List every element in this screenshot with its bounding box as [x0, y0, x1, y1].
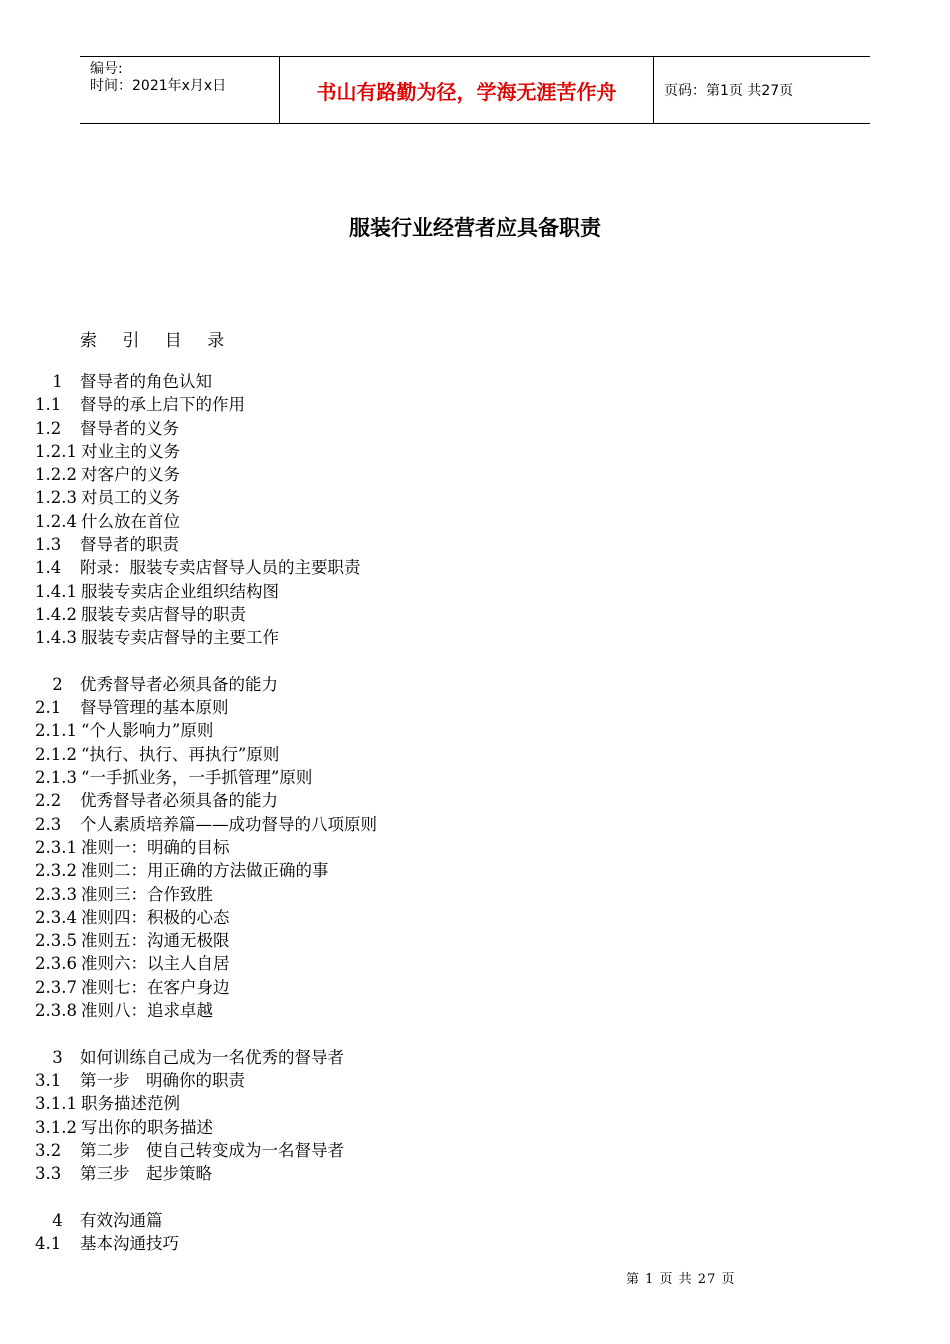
toc-entry[interactable]	[35, 883, 835, 906]
toc-entry-title: 对员工的义务	[80, 488, 180, 508]
toc-entry-number: 2.1.2	[35, 744, 77, 764]
toc-entry[interactable]	[35, 1046, 835, 1069]
toc-entry[interactable]	[35, 393, 835, 416]
toc-entry[interactable]	[35, 556, 835, 579]
toc-entry-title: 对业主的义务	[80, 441, 180, 461]
toc-entry-number: 4.1	[35, 1233, 62, 1253]
toc-entry-number: 1.4	[35, 558, 62, 578]
toc-entry[interactable]	[35, 906, 835, 929]
toc-entry-number: 4	[52, 1210, 63, 1230]
toc-entry-number: 1	[52, 372, 63, 391]
toc-entry-number: 3.1	[35, 1070, 62, 1090]
document-date: 时间：2021年x月x日	[90, 78, 227, 94]
toc-entry-title: 优秀督导者必须具备的能力	[80, 674, 278, 694]
toc-entry-number: 2.3.3	[35, 884, 77, 904]
toc-entry-title: 什么放在首位	[80, 511, 180, 531]
toc-entry-number: 1.1	[35, 395, 62, 415]
toc-entry-title: 准则五：沟通无极限	[80, 931, 230, 951]
toc-entry-title: “执行、执行、再执行”原则	[80, 744, 280, 764]
toc-entry-title: 督导者的角色认知	[80, 372, 212, 391]
toc-spacer	[35, 1022, 835, 1045]
toc-entry-number: 1.4.2	[35, 604, 77, 624]
toc-entry[interactable]	[35, 999, 835, 1022]
toc-entry-title: 准则二：用正确的方法做正确的事	[80, 861, 329, 881]
toc-entry-number: 2.3.7	[35, 977, 77, 997]
toc-entry[interactable]	[35, 719, 835, 742]
header-meta	[80, 57, 280, 123]
toc-entry[interactable]	[35, 417, 835, 440]
toc-entry-title: 准则三：合作致胜	[80, 884, 213, 904]
toc-entry-number: 3.3	[35, 1164, 62, 1184]
toc-entry-title: “一手抓业务，一手抓管理”原则	[80, 768, 313, 788]
toc-entry-title: 服装专卖店督导的职责	[80, 604, 246, 624]
header-motto: 书山有路勤为径，学海无涯苦作舟	[280, 57, 654, 123]
toc-entry-title: 督导者的职责	[80, 535, 179, 555]
page-header	[80, 56, 870, 124]
toc-entry-number: 2.3.1	[35, 837, 77, 857]
toc-entry-number: 1.3	[35, 535, 62, 555]
toc-heading: 索 引 目 录	[80, 331, 235, 351]
toc-entry[interactable]	[35, 766, 835, 789]
toc-entry[interactable]	[35, 1162, 835, 1185]
toc-entry[interactable]	[35, 976, 835, 999]
toc-entry[interactable]	[35, 929, 835, 952]
toc-entry-title: 对客户的义务	[80, 465, 180, 485]
toc-entry-title: 督导的承上启下的作用	[80, 395, 245, 415]
toc-entry-number: 2	[52, 674, 63, 694]
toc-entry-number: 1.4.1	[35, 581, 77, 601]
header-page-info: 页码：第1页 共27页	[664, 83, 794, 99]
toc-entry-number: 2.3.6	[35, 954, 77, 974]
toc-entry-number: 1.2.1	[35, 441, 77, 461]
toc-entry[interactable]	[35, 533, 835, 556]
toc-entry-title: 附录：服装专卖店督导人员的主要职责	[80, 558, 361, 578]
toc-entry[interactable]	[35, 859, 835, 882]
page-footer: 第 1 页 共 27 页	[626, 1272, 736, 1287]
table-of-contents	[35, 370, 835, 1255]
toc-entry[interactable]	[35, 1232, 835, 1255]
toc-entry-number: 2.3.4	[35, 907, 77, 927]
toc-entry-number: 2.1.3	[35, 768, 77, 788]
document-number-label: 编号:	[90, 61, 123, 77]
toc-entry[interactable]	[35, 836, 835, 859]
toc-entry-number: 2.2	[35, 791, 62, 811]
toc-entry-title: 职务描述范例	[80, 1094, 180, 1114]
toc-entry-title: 个人素质培养篇——成功督导的八项原则	[80, 814, 377, 834]
toc-spacer	[35, 1185, 835, 1208]
toc-entry[interactable]	[35, 743, 835, 766]
toc-entry-number: 2.1.1	[35, 721, 77, 741]
toc-entry[interactable]	[35, 1209, 835, 1232]
toc-entry-title: 准则四：积极的心态	[80, 907, 230, 927]
toc-entry-number: 1.2.4	[35, 511, 77, 531]
toc-entry-number: 2.3.8	[35, 1001, 77, 1021]
toc-entry[interactable]	[35, 952, 835, 975]
toc-entry-title: 第三步 起步策略	[80, 1164, 212, 1184]
toc-entry-title: 写出你的职务描述	[80, 1117, 213, 1137]
toc-entry-title: 准则六：以主人自居	[80, 954, 230, 974]
toc-entry[interactable]	[35, 696, 835, 719]
toc-entry-title: “个人影响力”原则	[80, 721, 214, 741]
toc-entry[interactable]	[35, 1139, 835, 1162]
toc-entry-title: 督导者的义务	[80, 418, 179, 438]
toc-entry-number: 1.2.2	[35, 465, 77, 485]
toc-entry[interactable]	[35, 510, 835, 533]
toc-entry-title: 准则八：追求卓越	[80, 1001, 213, 1021]
toc-entry-number: 2.3	[35, 814, 62, 834]
toc-entry-number: 3.1.2	[35, 1117, 77, 1137]
toc-entry-title: 督导管理的基本原则	[80, 698, 229, 718]
toc-entry-title: 准则七：在客户身边	[80, 977, 230, 997]
toc-entry-title: 如何训练自己成为一名优秀的督导者	[80, 1047, 344, 1067]
toc-entry-number: 3.1.1	[35, 1094, 77, 1114]
toc-entry[interactable]	[35, 370, 835, 393]
toc-entry[interactable]	[35, 486, 835, 509]
toc-entry-number: 2.1	[35, 698, 62, 718]
toc-entry-number: 1.2	[35, 418, 62, 438]
toc-entry-title: 优秀督导者必须具备的能力	[80, 791, 278, 811]
document-title: 服装行业经营者应具备职责	[349, 216, 601, 240]
toc-entry[interactable]	[35, 463, 835, 486]
toc-entry-title: 第一步 明确你的职责	[80, 1070, 245, 1090]
toc-entry[interactable]	[35, 1092, 835, 1115]
toc-entry-title: 服装专卖店企业组织结构图	[80, 581, 279, 601]
toc-entry[interactable]	[35, 626, 835, 649]
toc-entry[interactable]	[35, 580, 835, 603]
toc-entry-title: 基本沟通技巧	[80, 1233, 179, 1253]
toc-entry-number: 3	[52, 1047, 63, 1067]
toc-entry[interactable]	[35, 440, 835, 463]
toc-entry-title: 第二步 使自己转变成为一名督导者	[80, 1140, 344, 1160]
toc-entry-number: 2.3.2	[35, 861, 77, 881]
toc-entry-title: 服装专卖店督导的主要工作	[80, 628, 279, 648]
toc-entry[interactable]	[35, 603, 835, 626]
toc-entry-number: 1.2.3	[35, 488, 77, 508]
toc-entry[interactable]	[35, 789, 835, 812]
toc-entry-title: 准则一：明确的目标	[80, 837, 230, 857]
toc-entry-number: 3.2	[35, 1140, 62, 1160]
toc-entry[interactable]	[35, 1116, 835, 1139]
toc-entry-number: 1.4.3	[35, 628, 77, 648]
toc-spacer	[35, 650, 835, 673]
toc-entry[interactable]	[35, 1069, 835, 1092]
toc-entry[interactable]	[35, 673, 835, 696]
toc-entry-number: 2.3.5	[35, 931, 77, 951]
toc-entry-title: 有效沟通篇	[80, 1210, 163, 1230]
toc-entry[interactable]	[35, 813, 835, 836]
